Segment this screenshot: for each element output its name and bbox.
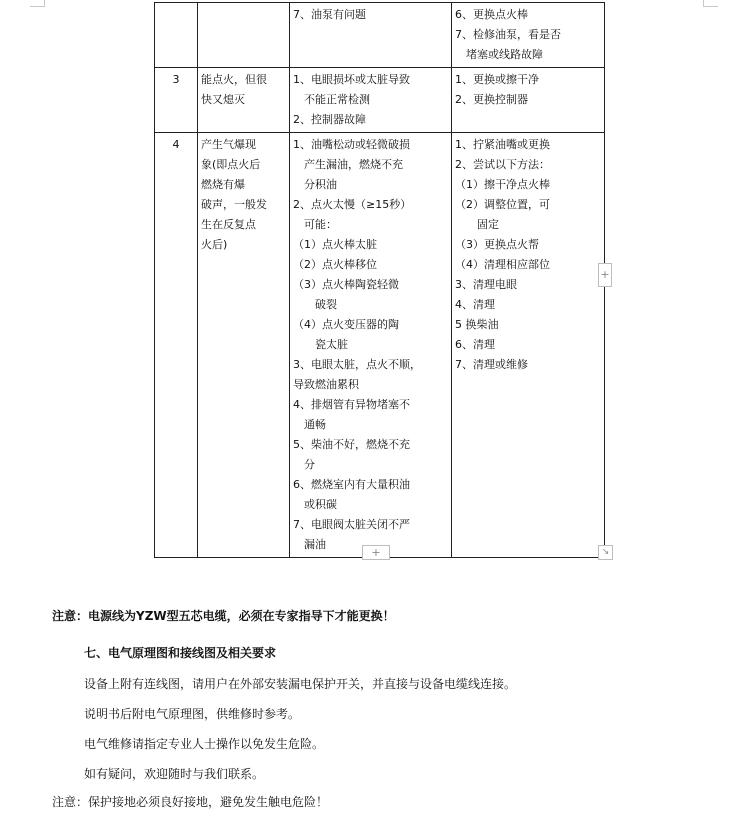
cell-line: （4）清理相应部位	[455, 258, 550, 271]
grounding-notice: 注意：保护接地必须良好接地，避免发生触电危险！	[52, 795, 329, 809]
cell-number: 3	[155, 68, 198, 133]
cell-line: 2、控制器故障	[293, 113, 366, 126]
cell-line: 5、柴油不好，燃烧不充	[293, 438, 410, 451]
cell-line: 不能正常检测	[293, 93, 370, 106]
section-title: 七、电气原理图和接线图及相关要求	[84, 646, 277, 660]
cell-line: 产生漏油，燃烧不充	[293, 158, 403, 171]
cell-line: 破裂	[293, 298, 337, 311]
cell-line: 能点火，但很	[201, 73, 267, 86]
cell-line: 5 换柴油	[455, 318, 499, 331]
cell-remedies	[452, 133, 605, 558]
table-row	[155, 133, 605, 558]
cell-causes	[290, 68, 452, 133]
cell-line: 6、燃烧室内有大量积油	[293, 478, 410, 491]
cell-line: 7、油泵有问题	[293, 8, 366, 21]
cell-symptom	[198, 68, 290, 133]
page-corner-mark-right	[703, 0, 718, 7]
table-row	[155, 68, 605, 133]
cell-line: 7、清理或维修	[455, 358, 528, 371]
cell-line: 产生气爆现	[201, 138, 256, 151]
cell-line: 破声，一般发	[201, 198, 267, 211]
cell-remedies	[452, 3, 605, 68]
add-row-button[interactable]: +	[362, 545, 390, 560]
cell-line: 7、检修油泵，看是否	[455, 28, 561, 41]
cell-line: 3、电眼太脏，点火不顺，	[293, 358, 421, 371]
cell-number	[155, 3, 198, 68]
cell-line: 4、排烟管有异物堵塞不	[293, 398, 410, 411]
cell-line: （3）更换点火帮	[455, 238, 539, 251]
cell-line: 6、更换点火棒	[455, 8, 528, 21]
cell-line: 2、点火太慢（≥15秒）	[293, 198, 412, 211]
cell-line: 快又熄灭	[201, 93, 245, 106]
paragraph: 说明书后附电气原理图，供维修时参考。	[84, 707, 301, 721]
cell-line: 漏油	[293, 538, 326, 551]
cell-line: 或积碳	[293, 498, 337, 511]
cell-line: 分积油	[293, 178, 337, 191]
cell-line: 4、清理	[455, 298, 495, 311]
cell-line: 燃烧有爆	[201, 178, 245, 191]
cell-line: 分	[293, 458, 315, 471]
cell-line: 2、尝试以下方法：	[455, 158, 550, 171]
cell-line: 通畅	[293, 418, 326, 431]
cell-line: 象(即点火后	[201, 158, 261, 171]
page-corner-mark-left	[30, 0, 45, 7]
cell-line: （2）点火棒移位	[293, 258, 377, 271]
cell-line: 火后)	[201, 238, 228, 251]
cell-line: （2）调整位置，可	[455, 198, 550, 211]
paragraph: 设备上附有连线图，请用户在外部安装漏电保护开关，并直接与设备电缆线连接。	[84, 677, 517, 691]
table-row	[155, 3, 605, 68]
add-column-button[interactable]: +	[598, 263, 612, 287]
cell-symptom	[198, 3, 290, 68]
cell-line: 2、更换控制器	[455, 93, 528, 106]
paragraph: 如有疑问，欢迎随时与我们联系。	[84, 767, 265, 781]
cell-line: 7、电眼阀太脏关闭不严	[293, 518, 410, 531]
cell-remedies	[452, 68, 605, 133]
cell-line: 1、拧紧油嘴或更换	[455, 138, 550, 151]
cell-line: 1、更换或擦干净	[455, 73, 539, 86]
cell-line: （4）点火变压器的陶	[293, 318, 399, 331]
cell-line: 1、电眼损坏或太脏导致	[293, 73, 410, 86]
paragraph: 电气维修请指定专业人士操作以免发生危险。	[84, 737, 325, 751]
cell-line: 可能：	[293, 218, 337, 231]
power-cable-notice: 注意：电源线为YZW型五芯电缆，必须在专家指导下才能更换！	[52, 609, 395, 623]
cell-line: 瓷太脏	[293, 338, 348, 351]
cell-line: 生在反复点	[201, 218, 256, 231]
cell-line: （1）擦干净点火棒	[455, 178, 550, 191]
cell-causes	[290, 3, 452, 68]
cell-line: （1）点火棒太脏	[293, 238, 377, 251]
cell-line: 固定	[455, 218, 499, 231]
cell-causes	[290, 133, 452, 558]
cell-symptom	[198, 133, 290, 558]
cell-number: 4	[155, 133, 198, 558]
cell-line: 导致燃油累积	[293, 378, 359, 391]
table-resize-handle[interactable]: ↘	[598, 545, 613, 560]
cell-line: 堵塞或线路故障	[455, 48, 543, 61]
cell-line: （3）点火棒陶瓷轻微	[293, 278, 399, 291]
cell-line: 6、清理	[455, 338, 495, 351]
cell-line: 1、油嘴松动或轻微破损	[293, 138, 410, 151]
cell-line: 3、清理电眼	[455, 278, 517, 291]
troubleshooting-table	[154, 2, 605, 558]
